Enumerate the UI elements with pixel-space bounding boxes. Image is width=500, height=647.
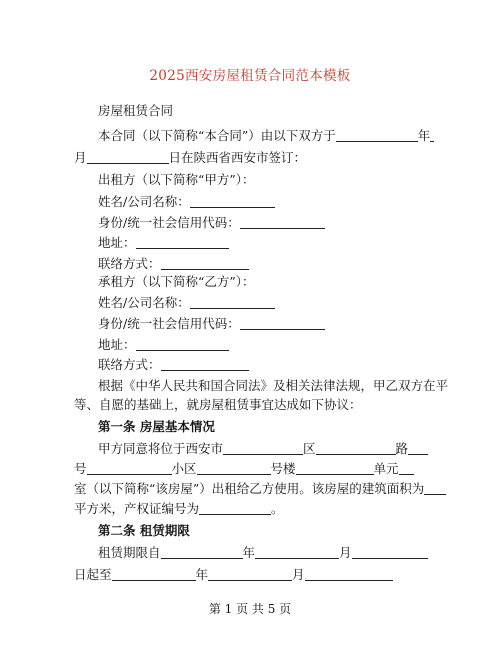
- certificate-number-blank: [199, 502, 271, 515]
- start-year-blank: [161, 546, 243, 559]
- basis-line-2: 等、自愿的基础上，就房屋租赁事宜达成如下协议：: [74, 397, 362, 412]
- document-title: 2025西安房屋租赁合同范本模板: [149, 68, 351, 84]
- lessor-contact-blank: [161, 257, 249, 270]
- road-blank: [316, 442, 396, 455]
- article1-title: 第一条 房屋基本情况: [98, 419, 215, 434]
- article1-line-1: 甲方同意将位于西安市 区 路: [98, 441, 428, 457]
- lessor-id-row: 身份/统一社会信用代码：: [98, 215, 325, 231]
- lessor-name-row: 姓名/公司名称：: [98, 194, 275, 210]
- area-blank: [424, 482, 446, 495]
- underline-tail: [408, 442, 428, 455]
- building-blank: [296, 462, 374, 475]
- lessee-id-blank: [240, 317, 325, 330]
- community-blank: [197, 462, 271, 475]
- article1-line-3: 室（以下简称“该房屋”）出租给乙方使用。该房屋的建筑面积为: [74, 481, 446, 497]
- lessee-address-blank: [136, 338, 229, 351]
- end-month-blank: [208, 568, 292, 581]
- lessor-contact-row: 联络方式：: [98, 256, 249, 272]
- start-day-blank: [352, 546, 428, 559]
- end-day-blank: [305, 568, 393, 581]
- lessee-name-row: 姓名/公司名称：: [98, 295, 275, 311]
- start-month-blank: [255, 546, 339, 559]
- lessee-contact-row: 联络方式：: [98, 357, 249, 373]
- intro-line-2: 月 日在陕西省西安市签订：: [74, 150, 307, 165]
- article2-line-1: 租赁期限自 年 月: [98, 545, 428, 561]
- signing-year-blank: [336, 129, 418, 142]
- article2-title: 第二条 租赁期限: [98, 523, 190, 538]
- lessor-address-blank: [136, 236, 229, 249]
- lessor-id-blank: [240, 216, 325, 229]
- article1-line-2: 号 小区 号楼 单元: [74, 461, 414, 477]
- lessee-address-row: 地址：: [98, 337, 229, 353]
- lessee-name-blank: [190, 296, 275, 309]
- lessor-address-row: 地址：: [98, 235, 229, 251]
- lessee-title: 承租方（以下简称“乙方”）：: [98, 274, 255, 289]
- page-number: 第 1 页 共 5 页: [208, 602, 292, 616]
- lessor-name-blank: [190, 195, 275, 208]
- end-year-blank: [112, 568, 196, 581]
- number-blank: [87, 462, 172, 475]
- district-blank: [223, 442, 303, 455]
- lessee-id-row: 身份/统一社会信用代码：: [98, 316, 325, 332]
- lessor-title: 出租方（以下简称“甲方”）：: [98, 172, 255, 187]
- unit-blank: [399, 462, 414, 475]
- lessee-contact-blank: [161, 358, 249, 371]
- article1-line-4: 平方米，产权证编号为 。: [74, 501, 284, 516]
- contract-heading: 房屋租赁合同: [98, 103, 174, 118]
- signing-month-blank: [87, 151, 169, 164]
- intro-line-1: 本合同（以下简称“本合同”）由以下双方于 年: [98, 128, 434, 144]
- underline-tail: [430, 129, 434, 142]
- article2-line-2: 日起至 年 月: [74, 567, 393, 583]
- basis-line-1: 根据《中华人民共和国合同法》及相关法律法规，甲乙双方在平: [98, 378, 449, 393]
